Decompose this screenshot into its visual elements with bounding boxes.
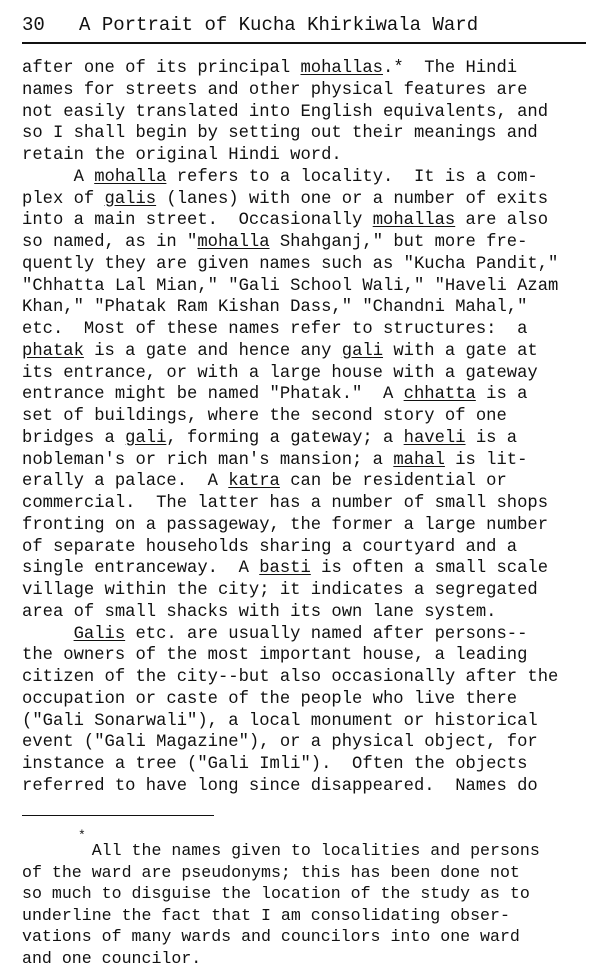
footnote-line: and one councilor.: [22, 948, 202, 968]
text-line: [22, 754, 592, 776]
footnote-line: All the names given to localities and persons: [22, 841, 540, 860]
text-run: are also: [455, 211, 549, 231]
hindi-term: gali: [125, 428, 167, 448]
text-run: "Chhatta Lal Mian," "Gali School Wali," "Haveli Azam: [22, 276, 559, 296]
text-line: [22, 58, 592, 80]
text-run: set of buildings, where the second story of one: [22, 407, 507, 426]
text-run: ("Gali Sonarwali"), a local monument or historical: [22, 711, 538, 731]
text-line: [22, 102, 592, 124]
text-run: .* The Hindi: [383, 59, 518, 78]
text-run: instance a tree ("Gali Imli"). Often the objects: [22, 755, 528, 774]
text-run: into a main street. Occasionally: [22, 211, 373, 231]
page-number: 30: [22, 14, 45, 36]
text-line: [22, 471, 592, 493]
text-run: is often a small scale: [310, 559, 549, 579]
text-run: not easily translated into English equivalents, and: [22, 102, 549, 122]
hindi-term: gali: [341, 341, 384, 361]
text-run: commercial. The latter has a number of small shops: [22, 494, 549, 513]
hindi-term: mohalla: [94, 167, 167, 187]
hindi-term: chhatta: [403, 385, 476, 405]
text-line: [22, 406, 592, 428]
text-line: [22, 276, 592, 298]
hindi-term: Galis: [73, 624, 126, 644]
footnote-line: vations of many wards and councilors into one ward: [22, 927, 520, 946]
hindi-term: mohallas: [372, 211, 456, 231]
text-line: [22, 515, 592, 537]
text-line: [22, 232, 592, 254]
text-run: its entrance, or with a large house with a gateway: [22, 363, 538, 383]
hindi-term: katra: [228, 472, 280, 492]
text-line: [22, 341, 592, 363]
text-run: A: [22, 167, 95, 187]
footnote-line: so much to disguise the location of the study as to: [22, 884, 530, 903]
text-run: occupation or caste of the people who live there: [22, 689, 518, 709]
text-run: referred to have long since disappeared. Names do: [22, 776, 538, 796]
text-run: refers to a locality. It is a com-: [166, 167, 538, 187]
text-run: Shahganj," but more fre-: [269, 233, 528, 252]
text-run: village within the city; it indicates a segregated: [22, 581, 538, 600]
footnote-line: of the ward are pseudonyms; this has been done not: [22, 862, 520, 882]
text-run: names for streets and other physical features are: [22, 80, 528, 100]
text-run: so named, as in ": [22, 233, 198, 252]
text-line: [22, 80, 592, 102]
body-text: [22, 58, 592, 798]
text-run: etc. are usually named after persons--: [125, 624, 528, 644]
text-run: entrance might be named "Phatak." A: [22, 385, 404, 405]
text-run: fronting on a passageway, the former a large number: [22, 515, 549, 535]
text-run: , forming a gateway; a: [166, 428, 404, 448]
text-line: [22, 558, 592, 580]
hindi-term: mohalla: [197, 233, 270, 252]
text-line: [22, 145, 592, 167]
text-run: is lit-: [444, 450, 528, 470]
text-run: event ("Gali Magazine"), or a physical object, for: [22, 733, 538, 753]
text-line: [22, 493, 592, 515]
text-run: with a gate at: [383, 341, 538, 361]
footnote-line: underline the fact that I am consolidating obser-: [22, 905, 510, 925]
text-run: nobleman's or rich man's mansion; a: [22, 450, 394, 470]
text-run: citizen of the city--but also occasionally after the: [22, 668, 559, 687]
text-run: of separate households sharing a courtyard and a: [22, 537, 518, 557]
text-run: is a: [465, 428, 518, 448]
text-line: [22, 645, 592, 667]
text-line: [22, 711, 592, 733]
text-line: [22, 319, 592, 341]
running-title: A Portrait of Kucha Khirkiwala Ward: [79, 14, 479, 36]
hindi-term: mohallas: [300, 59, 383, 78]
text-run: [22, 625, 74, 644]
hindi-term: haveli: [403, 428, 466, 448]
running-header: [22, 10, 586, 44]
hindi-term: mahal: [393, 450, 445, 470]
text-line: [22, 689, 592, 711]
text-run: the owners of the most important house, a leading: [22, 646, 528, 666]
text-line: [22, 580, 592, 602]
text-run: is a: [475, 385, 528, 405]
text-line: [22, 450, 592, 472]
text-run: can be residential or: [279, 472, 507, 492]
text-run: retain the original Hindi word.: [22, 146, 342, 165]
text-run: is a gate and hence any: [83, 341, 342, 361]
text-line: [22, 363, 592, 385]
text-line: [22, 210, 592, 232]
hindi-term: phatak: [22, 341, 84, 361]
text-run: after one of its principal: [22, 59, 301, 78]
text-run: bridges a: [22, 428, 126, 448]
text-line: [22, 776, 592, 798]
text-run: etc. Most of these names refer to structures: a: [22, 320, 528, 339]
footnote-rule: [22, 815, 214, 816]
text-line: [22, 189, 592, 211]
text-line: [22, 732, 592, 754]
text-line: [22, 602, 592, 624]
text-line: [22, 667, 592, 689]
text-run: quently they are given names such as "Kucha Pandit,": [22, 254, 559, 274]
text-run: so I shall begin by setting out their meanings and: [22, 124, 538, 144]
text-line: [22, 428, 592, 450]
text-line: [22, 537, 592, 559]
text-line: [22, 167, 592, 189]
footnote-marker: *: [78, 828, 86, 843]
text-run: area of small shacks with its own lane system.: [22, 602, 497, 622]
text-run: (lanes) with one or a number of exits: [156, 189, 549, 209]
text-line: [22, 384, 592, 406]
text-line: [22, 254, 592, 276]
text-run: plex of: [22, 189, 105, 209]
text-line: [22, 123, 592, 145]
text-run: erally a palace. A: [22, 472, 229, 492]
text-run: single entranceway. A: [22, 559, 260, 579]
text-run: Khan," "Phatak Ram Kishan Dass," "Chandni Mahal,": [22, 298, 528, 318]
footnote: [22, 840, 592, 969]
text-line: [22, 297, 592, 319]
hindi-term: galis: [104, 189, 157, 209]
hindi-term: basti: [259, 559, 311, 579]
text-line: [22, 624, 592, 646]
